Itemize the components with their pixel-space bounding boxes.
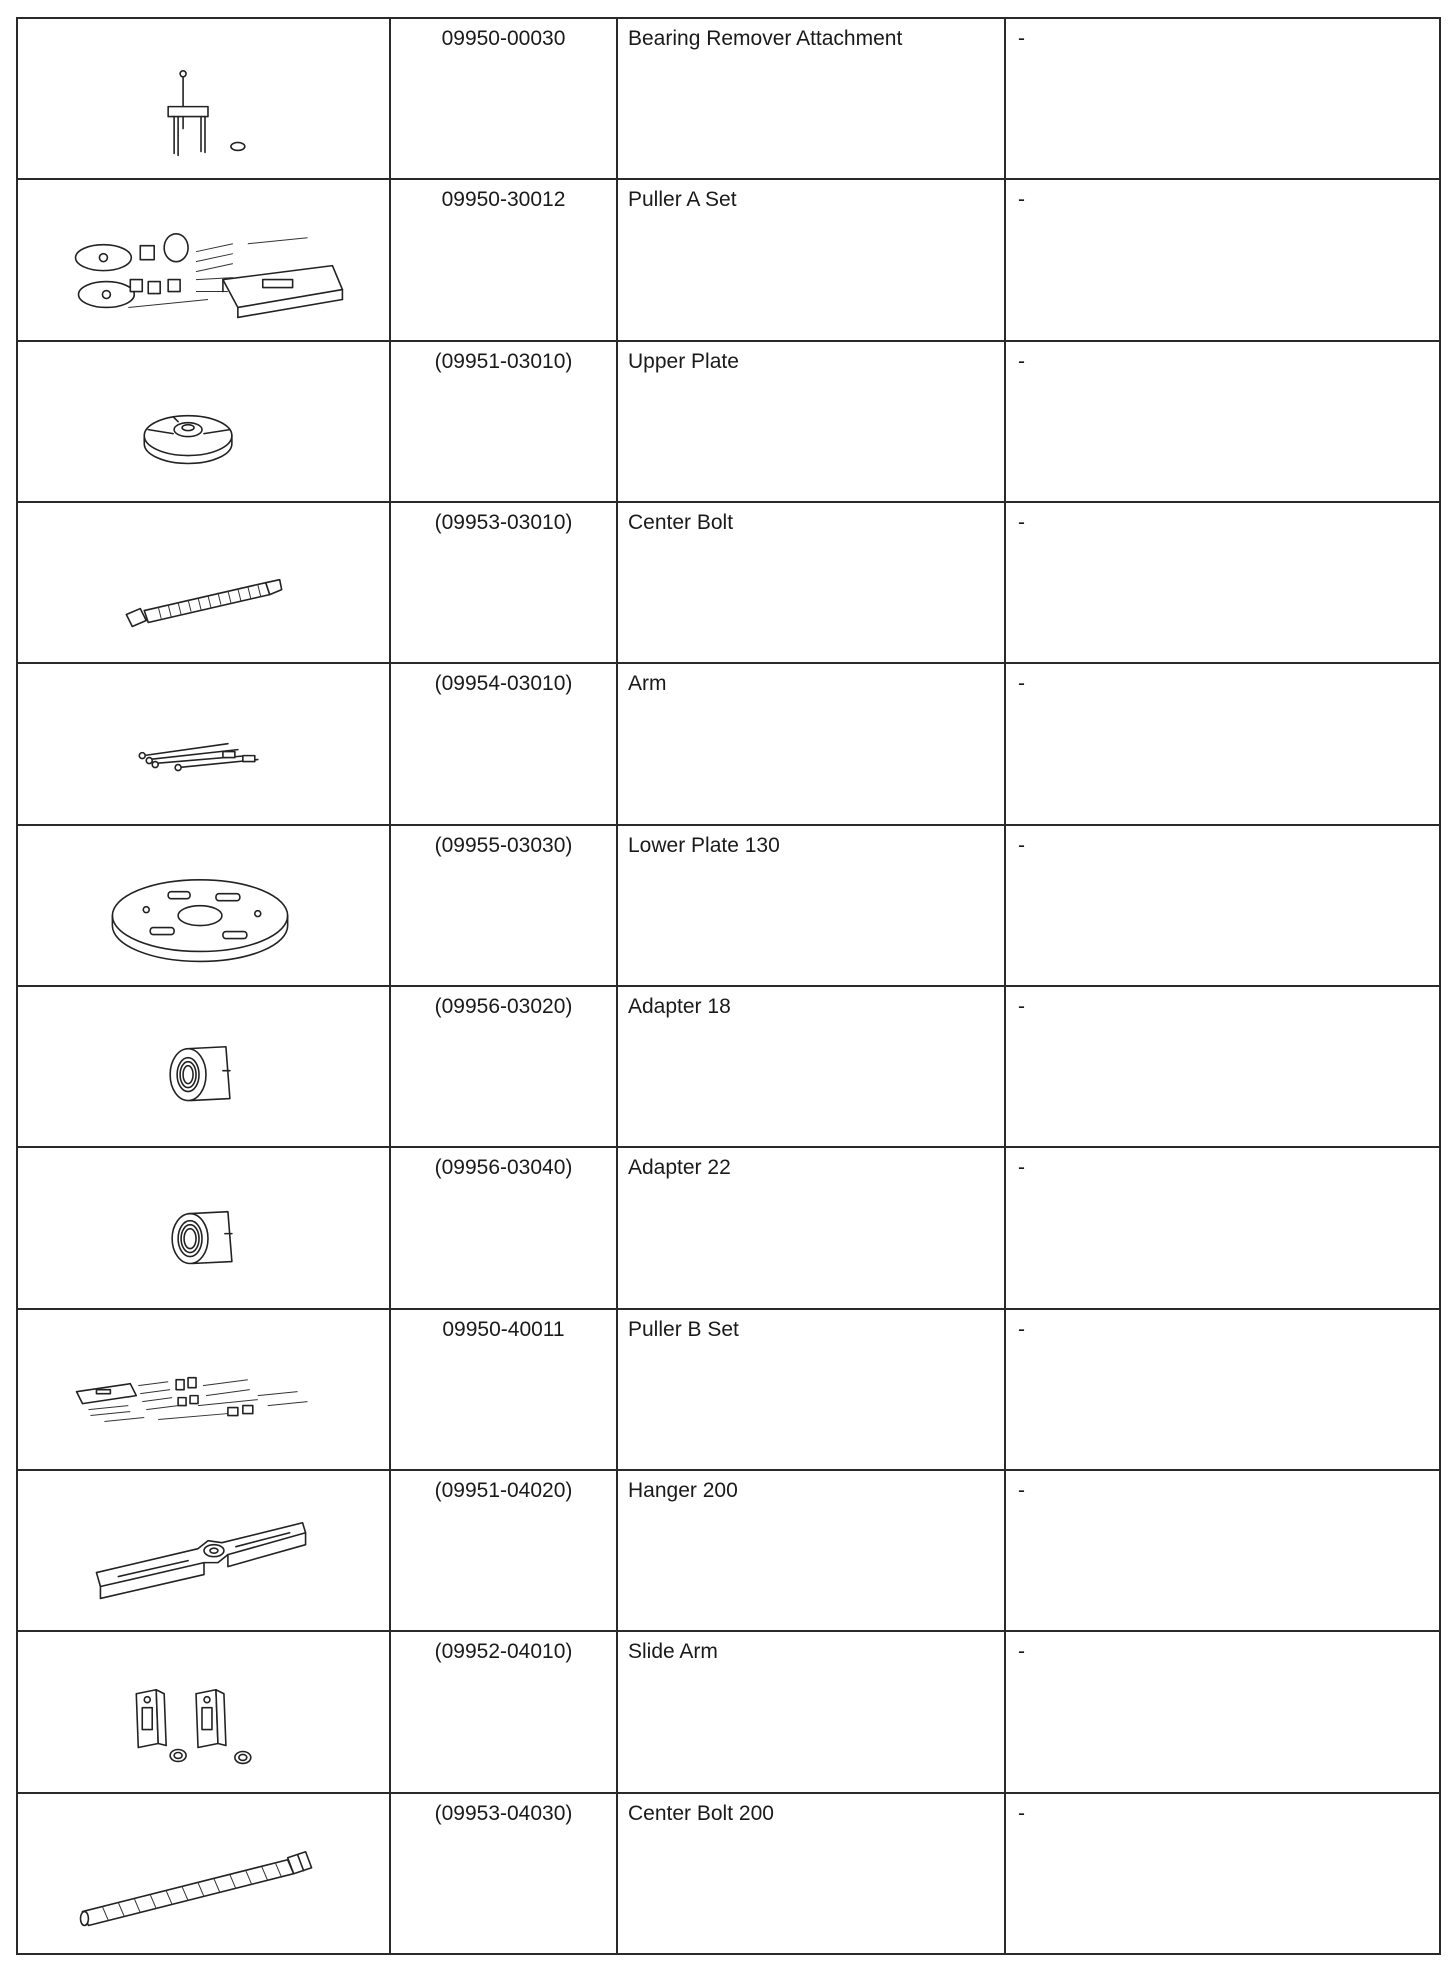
table-row xyxy=(17,502,1440,663)
part-number: (09954-03010) xyxy=(434,672,573,696)
tool-name: Center Bolt xyxy=(628,510,734,534)
tool-name: Hanger 200 xyxy=(628,1478,738,1502)
bearing-remover-attachment-icon xyxy=(17,18,390,179)
part-number: (09951-04020) xyxy=(434,1478,573,1502)
table-row xyxy=(17,825,1440,986)
tool-note: - xyxy=(1018,1478,1025,1502)
tool-note: - xyxy=(1018,1640,1025,1664)
puller-a-set-icon xyxy=(17,179,390,340)
part-number: (09956-03020) xyxy=(434,994,573,1018)
table-row xyxy=(17,986,1440,1147)
lower-plate-icon xyxy=(17,825,390,986)
part-number: (09953-03010) xyxy=(434,510,573,534)
part-number: (09956-03040) xyxy=(434,1156,573,1180)
part-number: (09955-03030) xyxy=(434,833,573,857)
special-tools-table xyxy=(16,17,1441,1955)
tool-note: - xyxy=(1018,994,1025,1018)
tool-name: Adapter 18 xyxy=(628,994,731,1018)
tool-note: - xyxy=(1018,188,1025,212)
part-number: 09950-00030 xyxy=(441,27,566,50)
tool-name: Puller A Set xyxy=(628,188,737,212)
tool-name: Slide Arm xyxy=(628,1640,718,1664)
part-number: (09952-04010) xyxy=(434,1640,573,1664)
table-row xyxy=(17,1309,1440,1470)
table-row xyxy=(17,1631,1440,1792)
tool-note: - xyxy=(1018,349,1025,373)
arm-icon xyxy=(17,663,390,824)
tool-name: Adapter 22 xyxy=(628,1156,731,1180)
tool-note: - xyxy=(1018,672,1025,696)
tool-name: Center Bolt 200 xyxy=(628,1801,774,1825)
table-row xyxy=(17,663,1440,824)
tool-note: - xyxy=(1018,1801,1025,1825)
table-row xyxy=(17,1147,1440,1308)
tool-note: - xyxy=(1018,1156,1025,1180)
tool-note: - xyxy=(1018,1317,1025,1341)
tool-name: Puller B Set xyxy=(628,1317,739,1341)
table-row xyxy=(17,341,1440,502)
tool-note: - xyxy=(1018,833,1025,857)
table-row xyxy=(17,179,1440,340)
upper-plate-icon xyxy=(17,341,390,502)
tool-note: - xyxy=(1018,27,1025,50)
part-number: 09950-40011 xyxy=(442,1317,565,1341)
center-bolt-icon xyxy=(17,502,390,663)
puller-b-set-icon xyxy=(17,1309,390,1470)
table-row xyxy=(17,1793,1440,1954)
part-number: (09951-03010) xyxy=(434,349,573,373)
part-number: (09953-04030) xyxy=(434,1801,573,1825)
slide-arm-icon xyxy=(17,1631,390,1792)
tool-note: - xyxy=(1018,510,1025,534)
center-bolt-200-icon xyxy=(17,1793,390,1954)
hanger-icon xyxy=(17,1470,390,1631)
table-row xyxy=(17,1470,1440,1631)
tool-name: Bearing Remover Attachment xyxy=(628,27,903,50)
adapter-22-icon xyxy=(17,1147,390,1308)
tool-name: Arm xyxy=(628,672,667,696)
part-number: 09950-30012 xyxy=(441,188,566,212)
tool-name: Upper Plate xyxy=(628,349,739,373)
tool-name: Lower Plate 130 xyxy=(628,833,780,857)
adapter-18-icon xyxy=(17,986,390,1147)
table-row xyxy=(17,18,1440,179)
